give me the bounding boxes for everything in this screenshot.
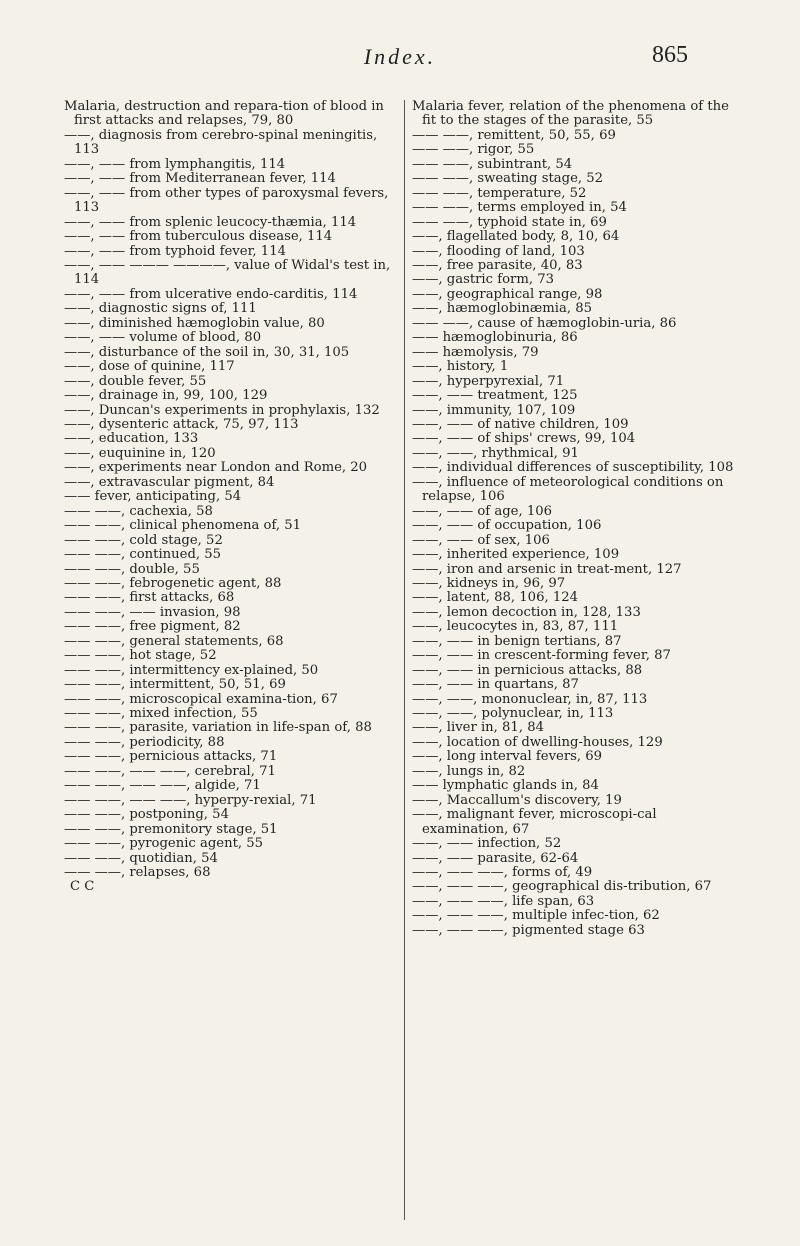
index-entry: ——, —— ——, multiple infec-tion, 62 <box>412 908 660 924</box>
index-entry: —— lymphatic glands in, 84 <box>412 778 599 794</box>
index-entry: —— ——, intermittent, 50, 51, 69 <box>64 677 286 693</box>
index-entry: —— ——, continued, 55 <box>64 547 222 563</box>
printer-signature: C C <box>70 879 95 895</box>
index-entry: ——, liver in, 81, 84 <box>412 720 544 736</box>
index-entry: ——, malignant fever, microscopi-cal examination, 67 <box>412 807 657 837</box>
index-entry: —— ——, free pigment, 82 <box>64 619 241 635</box>
index-entry: ——, hyperpyrexial, 71 <box>412 373 565 389</box>
index-entry: ——, influence of meteorological conditions on relapse, 106 <box>412 474 724 505</box>
page-header <box>0 42 800 82</box>
index-entry: ——, drainage in, 99, 100, 129 <box>64 388 268 404</box>
index-entry: —— ——, subintrant, 54 <box>412 156 573 172</box>
column-divider <box>404 100 405 1220</box>
index-entry: ——, disturbance of the soil in, 30, 31, 105 <box>64 344 350 360</box>
index-entry: ——, —— parasite, 62-64 <box>412 850 579 866</box>
index-entry: —— ——, typhoid state in, 69 <box>412 214 607 230</box>
index-entry: ——, kidneys in, 96, 97 <box>412 575 566 591</box>
index-entry: ——, —— from typhoid fever, 114 <box>64 243 286 259</box>
index-entry: ——, diagnostic signs of, 111 <box>64 301 257 317</box>
index-entry: —— ——, mixed infection, 55 <box>64 706 258 722</box>
index-entry: ——, —— from other types of paroxysmal fevers, 113 <box>64 185 389 216</box>
index-entry: ——, euquinine in, 120 <box>64 445 216 461</box>
index-entry: ——, dysenteric attack, 75, 97, 113 <box>64 416 299 432</box>
index-entry: —— ——, febrogenetic agent, 88 <box>64 575 282 591</box>
index-entry: ——, gastric form, 73 <box>412 272 555 288</box>
index-entry: —— ——, —— ——, cerebral, 71 <box>64 763 276 779</box>
index-entry: ——, —— ——— ————, value of Widal's test in, 114 <box>64 257 391 288</box>
index-entry: ——, —— from Mediterranean fever, 114 <box>64 171 336 187</box>
index-entry: —— ——, pyrogenic agent, 55 <box>64 836 264 852</box>
index-entry: —— ——, double, 55 <box>64 561 200 577</box>
index-entry: —— ——, remittent, 50, 55, 69 <box>412 127 616 143</box>
index-entry: ——, experiments near London and Rome, 20 <box>64 460 368 476</box>
index-entry: ——, Maccallum's discovery, 19 <box>412 792 622 808</box>
index-entry: ——, ——, rhythmical, 91 <box>412 445 579 461</box>
index-entry: —— ——, rigor, 55 <box>412 142 535 158</box>
index-entry: ——, —— in crescent-forming fever, 87 <box>412 648 671 664</box>
index-entry: —— ——, parasite, variation in life-span of, 88 <box>64 720 372 736</box>
index-entry: —— ——, cold stage, 52 <box>64 532 223 548</box>
index-entry: —— ——, microscopical examina-tion, 67 <box>64 691 338 707</box>
index-entry: —— fever, anticipating, 54 <box>64 489 242 505</box>
index-entry: Malaria fever, relation of the phenomena of the fit to the stages of the parasite, 55 <box>412 99 729 129</box>
index-entry: ——, latent, 88, 106, 124 <box>412 590 579 606</box>
index-entry: ——, flagellated body, 8, 10, 64 <box>412 229 620 245</box>
index-entry: ——, flooding of land, 103 <box>412 243 585 259</box>
index-entry: ——, —— of native children, 109 <box>412 416 629 432</box>
index-entry: ——, —— from ulcerative endo-carditis, 114 <box>64 286 358 302</box>
index-entry: ——, diminished hæmoglobin value, 80 <box>64 315 325 331</box>
index-entry: —— ——, hot stage, 52 <box>64 648 217 664</box>
index-entry: —— ——, cause of hæmoglobin-uria, 86 <box>412 315 677 331</box>
index-entry: ——, inherited experience, 109 <box>412 547 620 563</box>
index-columns <box>64 100 744 1220</box>
index-entry: ——, —— treatment, 125 <box>412 388 578 404</box>
index-entry: ——, —— in benign tertians, 87 <box>412 633 622 649</box>
index-entry: —— ——, quotidian, 54 <box>64 850 218 866</box>
index-entry: ——, lungs in, 82 <box>412 763 526 779</box>
index-entry: ——, iron and arsenic in treat-ment, 127 <box>412 561 682 577</box>
index-entry: ——, leucocytes in, 83, 87, 111 <box>412 619 619 635</box>
index-entry: ——, —— ——, geographical dis-tribution, 67 <box>412 879 712 895</box>
index-entry: —— ——, premonitory stage, 51 <box>64 821 278 837</box>
index-entry: —— ——, clinical phenomena of, 51 <box>64 518 302 534</box>
index-entry: ——, dose of quinine, 117 <box>64 359 235 375</box>
index-entry: ——, —— ——, forms of, 49 <box>412 865 593 881</box>
index-entry: ——, location of dwelling-houses, 129 <box>412 734 663 750</box>
index-entry: —— ——, temperature, 52 <box>412 185 587 201</box>
index-entry: ——, double fever, 55 <box>64 373 207 389</box>
index-entry: —— ——, general statements, 68 <box>64 633 284 649</box>
index-entry: ——, individual differences of susceptibility, 108 <box>412 460 734 476</box>
index-entry: —— ——, terms employed in, 54 <box>412 200 627 216</box>
index-entry: ——, —— of age, 106 <box>412 503 553 519</box>
index-entry: ——, Duncan's experiments in prophylaxis, 132 <box>64 402 380 418</box>
index-entry: ——, diagnosis from cerebro-spinal meningitis, 113 <box>64 127 378 158</box>
index-entry: ——, —— ——, pigmented stage 63 <box>412 922 645 938</box>
index-entry: —— ——, first attacks, 68 <box>64 590 235 606</box>
index-entry: ——, lemon decoction in, 128, 133 <box>412 604 641 620</box>
index-entry: —— ——, relapses, 68 <box>64 865 211 881</box>
index-entry: ——, history, 1 <box>412 359 509 375</box>
page-number: 865 <box>652 42 688 68</box>
index-entry: —— ——, pernicious attacks, 71 <box>64 749 278 765</box>
index-entry: ——, hæmoglobinæmia, 85 <box>412 301 592 317</box>
index-entry: —— ——, postponing, 54 <box>64 807 229 823</box>
index-entry: ——, —— from lymphangitis, 114 <box>64 156 286 172</box>
index-entry: ——, immunity, 107, 109 <box>412 402 576 418</box>
index-entry: ——, —— in pernicious attacks, 88 <box>412 662 643 678</box>
index-entry: ——, long interval fevers, 69 <box>412 749 603 765</box>
index-entry: ——, extravascular pigment, 84 <box>64 474 275 490</box>
index-entry: ——, —— ——, life span, 63 <box>412 893 595 909</box>
index-entry: —— ——, —— ——, algide, 71 <box>64 778 261 794</box>
index-entry: ——, —— from splenic leucocy-thæmia, 114 <box>64 214 357 230</box>
index-entry: ——, —— infection, 52 <box>412 836 562 852</box>
index-entry: ——, ——, polynuclear, in, 113 <box>412 706 614 722</box>
right-column <box>412 100 742 938</box>
index-entry: ——, —— volume of blood, 80 <box>64 330 262 346</box>
index-entry: —— ——, —— ——, hyperpy-rexial, 71 <box>64 792 317 808</box>
index-entry: ——, ——, mononuclear, in, 87, 113 <box>412 691 648 707</box>
index-entry: ——, free parasite, 40, 83 <box>412 257 583 273</box>
index-entry: —— ——, periodicity, 88 <box>64 734 225 750</box>
index-entry: ——, geographical range, 98 <box>412 286 603 302</box>
left-column <box>64 100 394 895</box>
index-entry: —— ——, sweating stage, 52 <box>412 171 604 187</box>
index-entry: Malaria, destruction and repara-tion of blood in first attacks and relapses, 79, 80 <box>64 99 384 129</box>
index-entry: ——, —— of sex, 106 <box>412 532 550 548</box>
index-entry: —— ——, —— invasion, 98 <box>64 604 241 620</box>
index-entry: ——, —— from tuberculous disease, 114 <box>64 229 333 245</box>
index-entry: —— hæmoglobinuria, 86 <box>412 330 578 346</box>
index-entry: ——, —— in quartans, 87 <box>412 677 579 693</box>
index-entry: ——, —— of ships' crews, 99, 104 <box>412 431 636 447</box>
index-entry: ——, —— of occupation, 106 <box>412 518 602 534</box>
index-entry: —— ——, cachexia, 58 <box>64 503 213 519</box>
index-entry: —— ——, intermittency ex-plained, 50 <box>64 662 319 678</box>
index-entry: ——, education, 133 <box>64 431 199 447</box>
running-title: Index. <box>363 44 437 69</box>
index-entry: —— hæmolysis, 79 <box>412 344 539 360</box>
